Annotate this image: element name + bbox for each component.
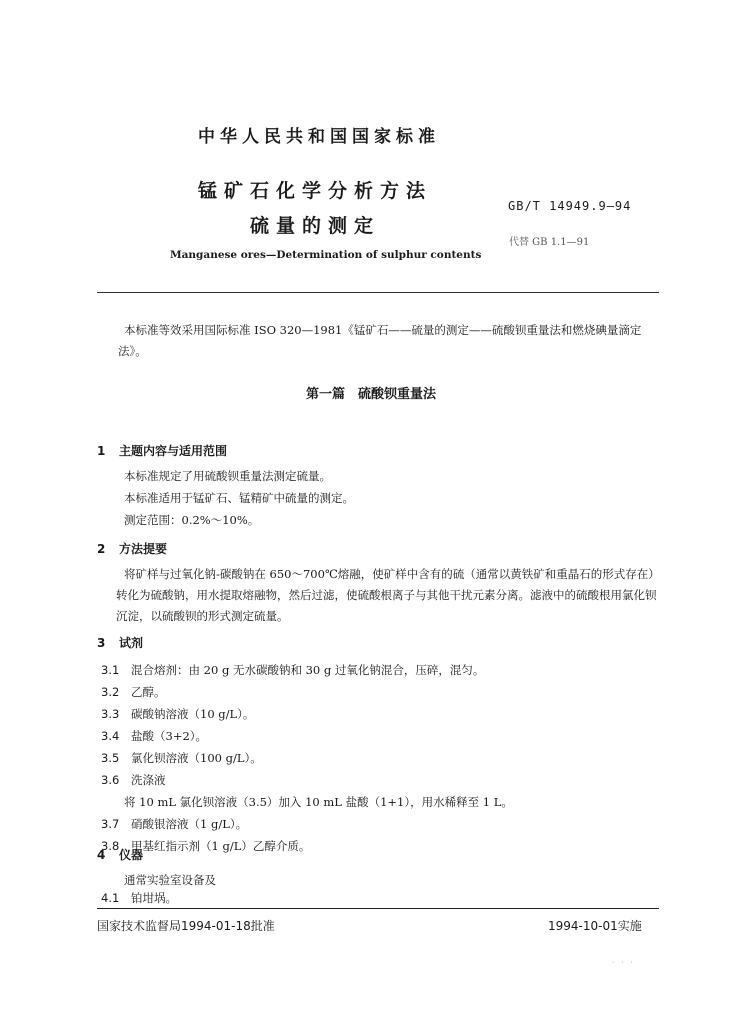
item-number: 3.1	[101, 663, 120, 677]
reagent-item	[101, 662, 484, 678]
english-title: Manganese ores—Determination of sulphur contents	[170, 249, 482, 261]
document-title-line2: 硫量的测定	[249, 215, 380, 237]
preface-paragraph: 本标准等效采用国际标准 ISO 320—1981《锰矿石——硫量的测定——硫酸钡重量法和燃烧碘量滴定法》。	[118, 323, 642, 358]
item-number: 3.8	[101, 839, 120, 853]
section-2-heading	[97, 540, 167, 557]
corner-mark: · · ·	[612, 958, 635, 967]
item-number: 3.3	[101, 707, 120, 721]
item-text: 盐酸（3+2）。	[131, 729, 208, 743]
section-4-line: 通常实验室设备及	[124, 873, 216, 887]
item-text: 硝酸银溶液（1 g/L）。	[131, 817, 248, 831]
item-number: 3.4	[101, 729, 120, 743]
item-text: 铂坩埚。	[131, 891, 177, 905]
approval-date: 国家技术监督局1994-01-18批准	[97, 919, 275, 933]
reagent-item	[101, 750, 262, 766]
wash-solution-text: 将 10 mL 氯化钡溶液（3.5）加入 10 mL 盐酸（1+1），用水稀释至 1 L。	[124, 795, 513, 809]
section-3-heading	[97, 634, 143, 651]
item-number: 3.7	[101, 817, 120, 831]
reagent-item	[101, 772, 166, 788]
header-divider	[97, 292, 659, 293]
reagent-item	[101, 816, 247, 832]
instrument-item	[101, 890, 177, 906]
reagent-item	[101, 684, 166, 700]
reagent-item	[101, 728, 207, 744]
reagent-item	[101, 706, 254, 722]
standard-number: GB/T 14949.9—94	[508, 199, 632, 213]
implementation-date: 1994-10-01实施	[548, 919, 642, 933]
item-number: 3.6	[101, 773, 120, 787]
item-text: 氯化钡溶液（100 g/L）。	[131, 751, 262, 765]
document-title-line1: 锰矿石化学分析方法	[197, 180, 432, 202]
section-number: 2	[97, 542, 106, 556]
section-title: 试剂	[119, 636, 144, 650]
item-text: 碳酸钠溶液（10 g/L）。	[131, 707, 255, 721]
section-1-line: 测定范围：0.2%～10%。	[124, 513, 260, 527]
national-standard-heading: 中华人民共和国国家标准	[198, 127, 440, 147]
section-title: 主题内容与适用范围	[119, 444, 228, 458]
section-number: 1	[97, 444, 106, 458]
section-number: 3	[97, 636, 106, 650]
section-1-heading	[97, 442, 227, 459]
item-text: 洗涤液	[131, 773, 166, 787]
item-number: 3.2	[101, 685, 120, 699]
section-2-paragraph: 将矿样与过氧化钠-碳酸钠在 650～700℃熔融，使矿样中含有的硫（通常以黄铁矿和重晶石的形式存在）转化为硫酸钠，用水提取熔融物，然后过滤，使硫酸根离子与其他干扰元素分离。滤液中的硫酸根用氯化钡沉淀，以硫酸钡的形式测定硫量。	[116, 567, 660, 623]
footer-divider	[97, 908, 659, 909]
section-title: 方法提要	[119, 542, 168, 556]
section-title: 仪器	[119, 848, 144, 862]
section-1-line: 本标准适用于锰矿石、锰精矿中硫量的测定。	[124, 491, 354, 505]
section-number: 4	[97, 848, 106, 862]
section-4-heading-text	[97, 846, 143, 863]
item-text: 乙醇。	[131, 685, 166, 699]
item-text: 混合熔剂：由 20 g 无水碳酸钠和 30 g 过氧化钠混合，压碎，混匀。	[131, 663, 485, 677]
section-1-line: 本标准规定了用硫酸钡重量法测定硫量。	[124, 469, 331, 483]
replaces-note: 代替 GB 1.1—91	[509, 237, 590, 248]
part-title: 第一篇 硫酸钡重量法	[305, 387, 436, 402]
item-text: 甲基红指示剂（1 g/L）乙醇介质。	[131, 839, 311, 853]
item-number: 3.5	[101, 751, 120, 765]
item-number: 4.1	[101, 891, 120, 905]
